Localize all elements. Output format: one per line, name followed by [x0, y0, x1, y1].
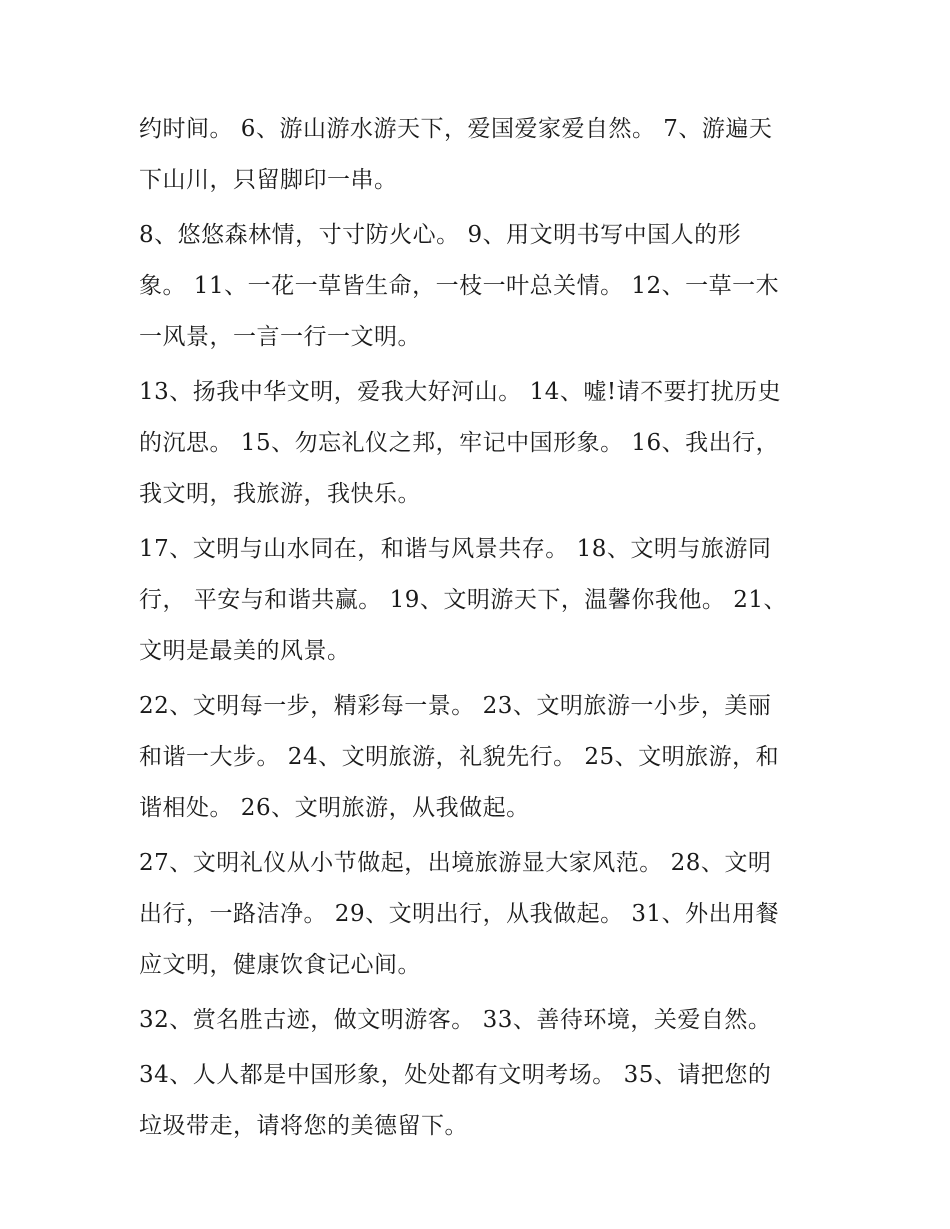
- text-line: 象。 11、一花一草皆生命，一枝一叶总关情。 12、一草一木: [139, 273, 780, 299]
- text-line: 垃圾带走，请将您的美德留下。: [139, 1113, 468, 1139]
- text-line: 出行，一路洁净。 29、文明出行，从我做起。 31、外出用餐: [139, 901, 780, 927]
- text-line: 和谐一大步。 24、文明旅游，礼貌先行。 25、文明旅游，和: [139, 744, 780, 770]
- text-line: 一风景，一言一行一文明。: [139, 324, 421, 350]
- text-line: 17、文明与山水同在，和谐与风景共存。 18、文明与旅游同: [139, 536, 772, 562]
- paragraph: [139, 210, 811, 363]
- text-line: 34、人人都是中国形象，处处都有文明考场。 35、请把您的: [139, 1062, 772, 1088]
- text-line: 的沉思。 15、勿忘礼仪之邦，牢记中国形象。 16、我出行，: [139, 430, 780, 456]
- text-line: 22、文明每一步，精彩每一景。 23、文明旅游一小步，美丽: [139, 693, 772, 719]
- text-line: 13、扬我中华文明，爱我大好河山。 14、嘘!请不要打扰历史: [139, 379, 782, 405]
- document-body: [139, 104, 811, 1156]
- text-line: 文明是最美的风景。: [139, 638, 351, 664]
- text-line: 应文明，健康饮食记心间。: [139, 952, 421, 978]
- text-line: 我文明，我旅游，我快乐。: [139, 481, 421, 507]
- text-line: 27、文明礼仪从小节做起，出境旅游显大家风范。 28、文明: [139, 850, 772, 876]
- text-line: 约时间。 6、游山游水游天下，爱国爱家爱自然。 7、游遍天: [139, 116, 773, 142]
- paragraph: [139, 1050, 811, 1152]
- paragraph: [139, 104, 811, 206]
- paragraph: [139, 681, 811, 834]
- paragraph: [139, 995, 811, 1046]
- paragraph: [139, 367, 811, 520]
- text-line: 32、赏名胜古迹，做文明游客。 33、善待环境，关爱自然。: [139, 1007, 772, 1033]
- text-line: 下山川，只留脚印一串。: [139, 167, 398, 193]
- paragraph: [139, 838, 811, 991]
- text-line: 谐相处。 26、文明旅游，从我做起。: [139, 795, 530, 821]
- text-line: 行， 平安与和谐共赢。 19、文明游天下，温馨你我他。 21、: [139, 587, 787, 613]
- paragraph: [139, 524, 811, 677]
- text-line: 8、悠悠森林情，寸寸防火心。 9、用文明书写中国人的形: [139, 222, 742, 248]
